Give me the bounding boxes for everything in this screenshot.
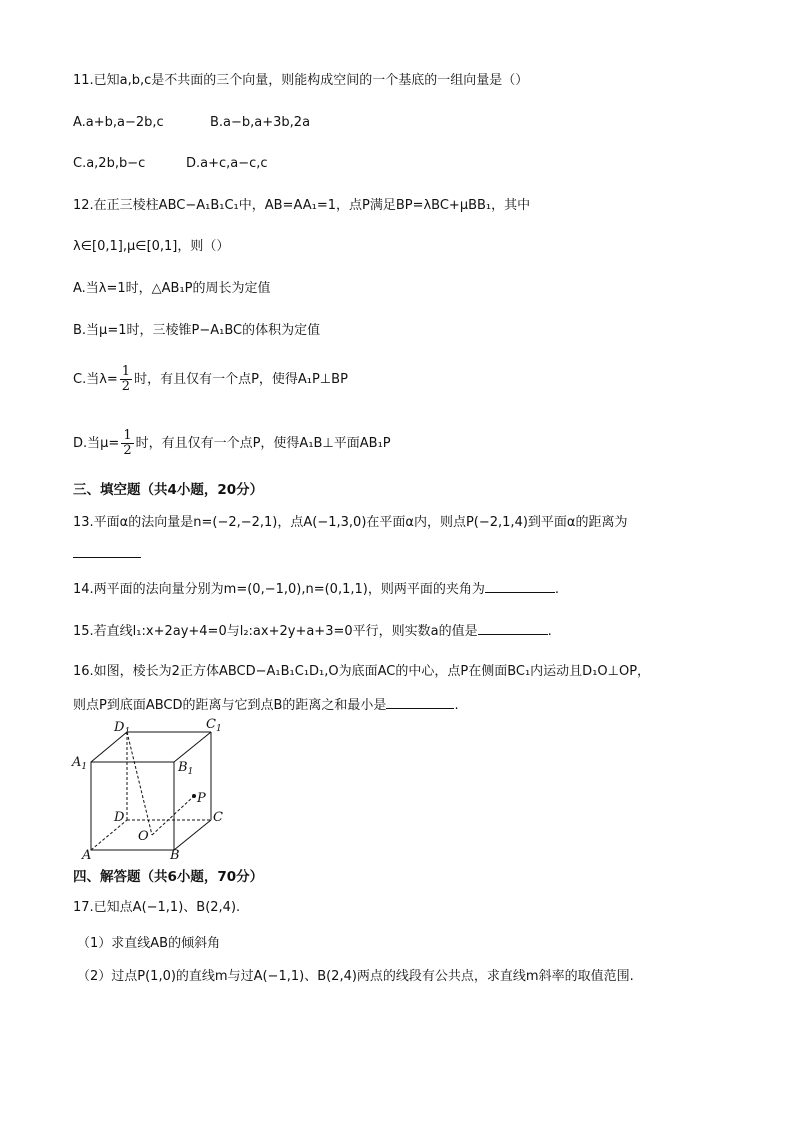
fraction-denominator: 2 [123,443,132,458]
cube-figure [70,718,240,866]
q12-option-a: A.当λ=1时，△AB₁P的周长为定值 [73,281,271,296]
fraction-numerator: 1 [123,428,132,443]
label-d: D [114,810,125,825]
label-a: A [82,848,92,863]
q13-answer-line [73,545,141,564]
q12-stem: 12.在正三棱柱ABC−A₁B₁C₁中，AB=AA₁=1，点P满足BP=λBC+μBB₁，其中 [73,198,531,213]
q13-text: 13.平面α的法向量是n=(−2,−2,1)，点A(−1,3,0)在平面α内，则点P(−2,1,4)到平面α的距离为 [73,515,628,530]
label-c1: $C_1$ [206,718,222,734]
q11-option-d: D.a+c,a−c,c [186,156,268,171]
section-4-heading: 四、解答题（共6小题，70分） [73,869,264,885]
label-p: P [197,791,206,806]
q17-stem: 17.已知点A(−1,1)、B(2,4). [73,900,241,915]
q16-line1: 16.如图，棱长为2正方体ABCD−A₁B₁C₁D₁,O为底面AC的中心，点P在侧面BC₁内运动且D₁O⊥OP， [73,664,651,679]
label-b: B [170,848,180,863]
edge-b-c [174,820,211,850]
q15-question: 15.若直线l₁:x+2ay+4=0与l₂:ax+2y+a+3=0平行，则实数a的值是 [73,624,478,639]
q12-option-c [73,364,348,396]
q14-text [73,580,559,599]
cube-front-face [91,762,174,850]
label-b1: $B_1$ [178,760,194,777]
q14-question: 14.两平面的法向量分别为m=(0,−1,0),n=(0,1,1)，则两平面的夹角为 [73,582,485,597]
q16-question: 则点P到底面ABCD的距离与它到点B的距离之和最小是 [73,698,387,713]
q11-option-c: C.a,2b,b−c [73,156,146,171]
q12-option-b: B.当μ=1时，三棱锥P−A₁BC的体积为定值 [73,323,321,338]
q11-option-b: B.a−b,a+3b,2a [210,115,311,130]
answer-blank [73,545,141,558]
point-p [192,794,196,798]
q11-option-a: A.a+b,a−2b,c [73,115,164,130]
q14-end: . [554,582,559,597]
fraction-numerator: 1 [121,364,131,379]
label-a1: $A_1$ [72,755,88,772]
hidden-segment-o-p [152,796,194,835]
edge-b1-c1 [174,732,211,762]
fraction-half [121,429,133,458]
q12-option-c-prefix: C.当λ= [73,372,118,387]
q12-option-d-prefix: D.当μ= [73,436,120,451]
q12-option-d-suffix: 时，有且仅有一个点P，使得A₁B⊥平面AB₁P [135,436,391,451]
fraction-half [120,365,132,394]
label-d1: $D_1$ [114,720,131,737]
answer-blank [485,580,555,593]
q12-condition: λ∈[0,1],μ∈[0,1]，则（） [73,239,230,254]
q17-part-1: （1）求直线AB的倾斜角 [77,936,221,951]
q15-end: . [547,624,552,639]
answer-blank [478,622,548,635]
q16-end: . [454,698,459,713]
answer-blank [386,696,454,709]
edge-a1-d1 [91,732,127,762]
section-3-heading: 三、填空题（共4小题，20分） [73,482,264,498]
q17-part-2: （2）过点P(1,0)的直线m与过A(−1,1)、B(2,4)两点的线段有公共点，求直线m斜率的取值范围. [77,969,634,984]
q16-line2 [73,696,459,715]
q11-stem: 11.已知a,b,c是不共面的三个向量，则能构成空间的一个基底的一组向量是（） [73,73,529,88]
fraction-denominator: 2 [121,379,131,394]
q12-option-d [73,428,391,460]
label-c: C [213,810,223,825]
q15-text [73,622,552,641]
label-o: O [138,829,149,844]
q12-option-c-suffix: 时，有且仅有一个点P，使得A₁P⊥BP [134,372,348,387]
